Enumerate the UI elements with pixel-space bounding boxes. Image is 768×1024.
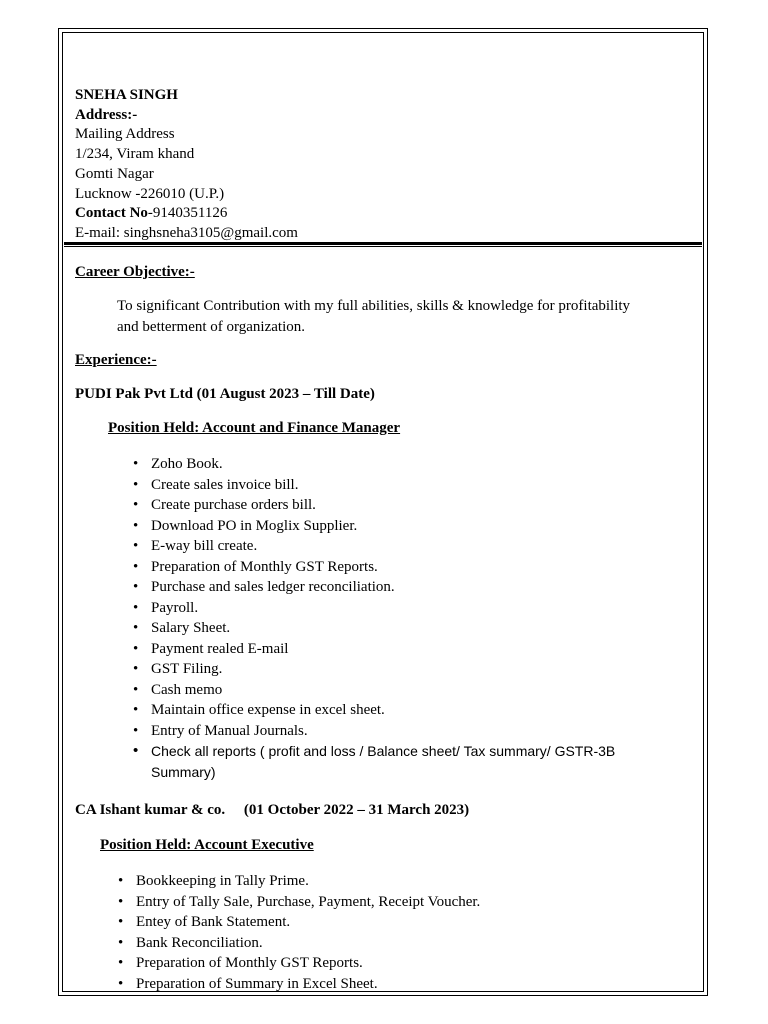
job-duties-list — [118, 871, 693, 994]
job-duties-list — [133, 454, 693, 782]
candidate-name: SNEHA SINGH — [75, 87, 178, 103]
contact-line — [75, 204, 695, 224]
header-divider-thin — [64, 246, 702, 247]
job-company: PUDI Pak Pvt Ltd (01 August 2023 – Till Date) — [75, 386, 375, 402]
list-item: • Create purchase orders bill. — [133, 495, 693, 516]
list-item: • GST Filing. — [133, 659, 693, 680]
list-item: • Preparation of Summary in Excel Sheet. — [118, 974, 693, 995]
list-item: • Preparation of Monthly GST Reports. — [118, 953, 693, 974]
contact-label: Contact No — [75, 205, 148, 222]
list-item: • Preparation of Monthly GST Reports. — [133, 557, 693, 578]
career-text-line: To significant Contribution with my full abilities, skills & knowledge for profitability — [117, 298, 631, 314]
header-divider — [64, 242, 702, 245]
list-item: • Bank Reconciliation. — [118, 933, 693, 954]
address-label: Address:- — [75, 106, 138, 123]
email-line: E-mail: singhsneha3105@gmail.com — [75, 224, 298, 241]
list-item: • Maintain office expense in excel sheet. — [133, 700, 693, 721]
list-item: • Payment realed E-mail — [133, 639, 693, 660]
career-objective-text — [117, 296, 630, 337]
list-item: • Purchase and sales ledger reconciliation. — [133, 577, 693, 598]
list-item-line: Summary) — [151, 763, 216, 780]
list-item-line: • Check all reports ( profit and loss / Balance sheet/ Tax summary/ GSTR-3B — [151, 743, 616, 759]
job-position: Position Held: Account and Finance Manager — [108, 420, 401, 436]
job-position: Position Held: Account Executive — [100, 837, 314, 853]
list-item: • Zoho Book. — [133, 454, 693, 475]
list-item: • Entry of Manual Journals. — [133, 721, 693, 742]
address-line: 1/234, Viram khand — [75, 146, 195, 163]
career-objective-heading: Career Objective:- — [75, 264, 195, 280]
list-item: • Salary Sheet. — [133, 618, 693, 639]
experience-heading: Experience:- — [75, 352, 157, 368]
address-line: Gomti Nagar — [75, 165, 154, 182]
list-item: • Payroll. — [133, 598, 693, 619]
list-item — [133, 741, 693, 782]
list-item: • E-way bill create. — [133, 536, 693, 557]
list-item: • Entey of Bank Statement. — [118, 912, 693, 933]
address-line: Lucknow -226010 (U.P.) — [75, 185, 225, 202]
contact-block — [75, 86, 695, 244]
address-line: Mailing Address — [75, 126, 175, 143]
list-item: • Create sales invoice bill. — [133, 475, 693, 496]
list-item: • Cash memo — [133, 680, 693, 701]
job-company: CA Ishant kumar & co. (01 October 2022 – 31 March 2023) — [75, 802, 470, 818]
career-text-line: and betterment of organization. — [117, 318, 305, 335]
contact-number: -9140351126 — [147, 205, 228, 222]
list-item: • Entry of Tally Sale, Purchase, Payment, Receipt Voucher. — [118, 892, 693, 913]
list-item: • Bookkeeping in Tally Prime. — [118, 871, 693, 892]
list-item: • Download PO in Moglix Supplier. — [133, 516, 693, 537]
